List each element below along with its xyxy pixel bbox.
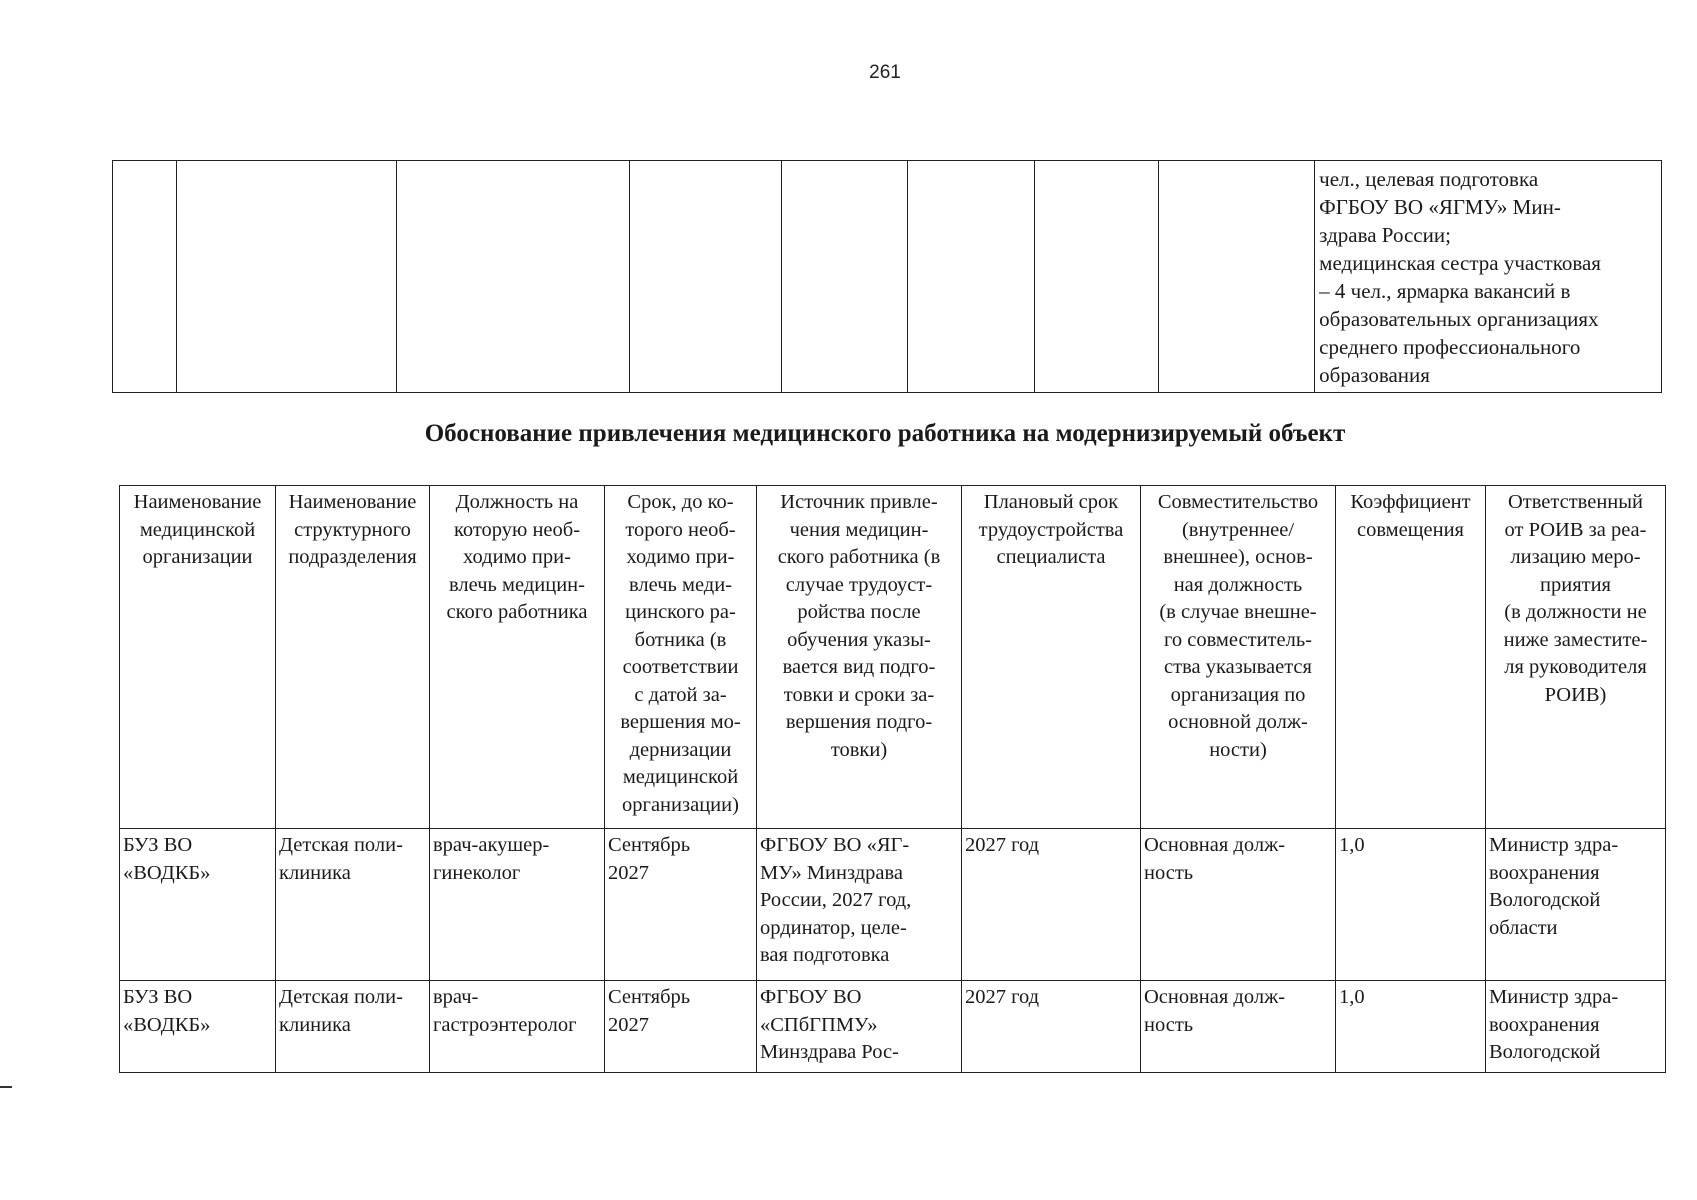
continuation-row xyxy=(113,161,1662,393)
table-cell xyxy=(605,829,757,981)
header-planned-date: Плановый срок трудоустройства специалиста xyxy=(978,491,1124,568)
empty-cell xyxy=(177,161,397,393)
continuation-table xyxy=(112,160,1662,393)
header-cell xyxy=(1141,486,1336,829)
table-cell xyxy=(1141,829,1336,981)
empty-cell xyxy=(630,161,782,393)
header-deadline: Срок, до ко- торого необ- ходимо при- влечь меди- цинского ра- ботника (в соответствии с датой за- вершения мо- дернизации медицинской организации) xyxy=(620,491,741,816)
table-cell xyxy=(962,829,1141,981)
header-cell xyxy=(1336,486,1486,829)
table-header-row xyxy=(120,486,1666,829)
table-cell xyxy=(962,981,1141,1073)
table-cell xyxy=(757,829,962,981)
margin-mark xyxy=(0,1086,12,1088)
table-cell xyxy=(1486,981,1666,1073)
cell-position: врач- гастроэнтеролог xyxy=(433,986,577,1036)
table-cell xyxy=(1486,829,1666,981)
table-cell xyxy=(430,981,605,1073)
cell-part-time: Основная долж- ность xyxy=(1144,986,1286,1036)
header-department: Наименование структурного подразделения xyxy=(288,491,417,568)
empty-cell xyxy=(1034,161,1159,393)
table-cell xyxy=(276,829,430,981)
continuation-text: чел., целевая подготовка ФГБОУ ВО «ЯГМУ» Мин- здрава России; медицинская сестра участковая – 4 чел., ярмарка вакансий в образовательных организациях среднего профессионального образования xyxy=(1315,161,1662,393)
table-cell xyxy=(430,829,605,981)
staffing-table xyxy=(119,485,1666,1073)
empty-cell xyxy=(1159,161,1315,393)
header-position: Должность на которую необ- ходимо при- влечь медицин- ского работника xyxy=(446,491,588,623)
header-part-time: Совместительство (внутреннее/ внешнее), основ- ная должность (в случае внешне- го совместитель- ства указывается организация по основной долж- ности) xyxy=(1157,491,1319,761)
cell-part-time: Основная долж- ность xyxy=(1144,834,1286,884)
table-cell xyxy=(120,981,276,1073)
table-cell xyxy=(120,829,276,981)
page-number: 261 xyxy=(869,62,901,83)
header-cell xyxy=(430,486,605,829)
table-cell xyxy=(1141,981,1336,1073)
cell-responsible: Министр здра- воохранения Вологодской области xyxy=(1489,834,1619,939)
cell-source: ФГБОУ ВО «СПбГПМУ» Минздрава Рос- xyxy=(760,986,899,1063)
empty-cell xyxy=(908,161,1035,393)
header-coefficient: Коэффициент совмещения xyxy=(1350,491,1471,541)
table-cell xyxy=(605,981,757,1073)
cell-planned-date: 2027 год xyxy=(965,986,1040,1008)
cell-department: Детская поли- клиника xyxy=(279,986,403,1036)
cell-deadline: Сентябрь 2027 xyxy=(608,986,691,1036)
cell-coefficient: 1,0 xyxy=(1339,834,1365,856)
cell-department: Детская поли- клиника xyxy=(279,834,403,884)
header-cell xyxy=(276,486,430,829)
header-cell xyxy=(120,486,276,829)
empty-cell xyxy=(113,161,177,393)
cell-responsible: Министр здра- воохранения Вологодской xyxy=(1489,986,1619,1063)
header-cell xyxy=(757,486,962,829)
cell-source: ФГБОУ ВО «ЯГ- МУ» Минздрава России, 2027 год, ординатор, целе- вая подготовка xyxy=(760,834,912,966)
cell-position: врач-акушер- гинеколог xyxy=(433,834,550,884)
empty-cell xyxy=(781,161,908,393)
header-cell xyxy=(605,486,757,829)
cell-organization: БУЗ ВО «ВОДКБ» xyxy=(123,986,211,1036)
empty-cell xyxy=(397,161,630,393)
header-organization: Наименование медицинской организации xyxy=(133,491,262,568)
header-cell xyxy=(962,486,1141,829)
header-cell xyxy=(1486,486,1666,829)
cell-coefficient: 1,0 xyxy=(1339,986,1365,1008)
table-cell xyxy=(276,981,430,1073)
header-source: Источник привле- чения медицин- ского работника (в случае трудоуст- ройства после обучения указы- вается вид подго- товки и сроки за- вершения подго- товки) xyxy=(777,491,941,761)
section-title: Обоснование привлечения медицинского работника на модернизируемый объект xyxy=(424,420,1346,447)
table-cell xyxy=(1336,829,1486,981)
cell-deadline: Сентябрь 2027 xyxy=(608,834,691,884)
table-row xyxy=(120,829,1666,981)
table-cell xyxy=(757,981,962,1073)
table-row xyxy=(120,981,1666,1073)
header-responsible: Ответственный от РОИВ за реа- лизацию меро- приятия (в должности не ниже заместите- ля руководителя РОИВ) xyxy=(1503,491,1648,706)
table-cell xyxy=(1336,981,1486,1073)
cell-organization: БУЗ ВО «ВОДКБ» xyxy=(123,834,211,884)
cell-planned-date: 2027 год xyxy=(965,834,1040,856)
